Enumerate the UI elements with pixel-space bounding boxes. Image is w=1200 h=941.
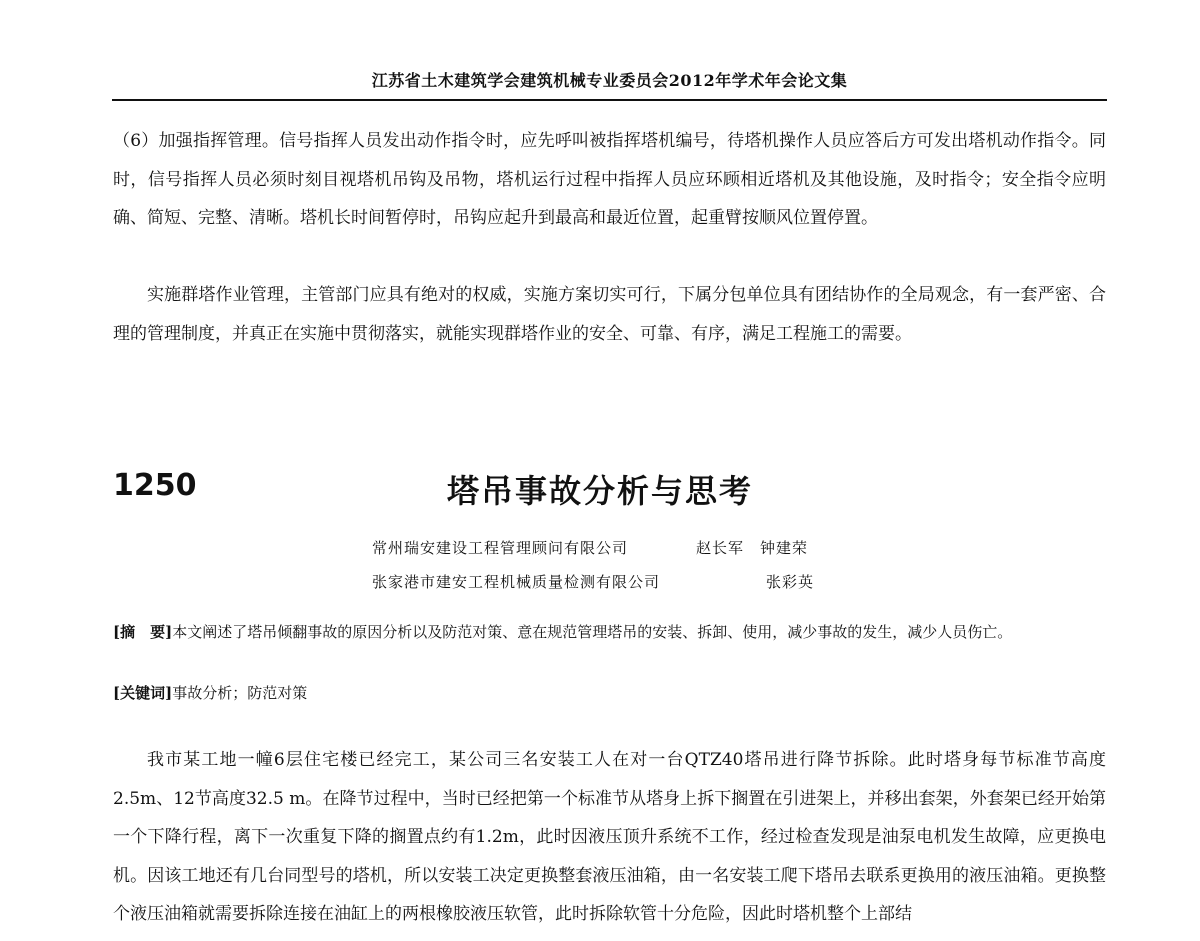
previous-article-paragraph-1: （6）加强指挥管理。信号指挥人员发出动作指令时，应先呼叫被指挥塔机编号，待塔机操作人员应答后方可发出塔机动作指令。同时，信号指挥人员必须时刻目视塔机吊钩及吊物，塔机运行过程中指挥人员应环顾相近塔机及其他设施，及时指令；安全指令应明确、简短、完整、清晰。塔机长时间暂停时，吊钩应起升到最高和最近位置，起重臂按顺风位置停置。 (113, 131, 1106, 228)
abstract (113, 617, 1106, 647)
abstract-label: [摘 要] (113, 623, 173, 641)
affiliation-authors: 张彩英 (766, 573, 815, 591)
affiliation-organization: 常州瑞安建设工程管理顾问有限公司 (372, 539, 629, 557)
affiliation-authors: 赵长军 钟建荣 (696, 539, 809, 557)
affiliation-line-2 (0, 571, 1200, 595)
affiliation-line-1 (0, 537, 1200, 561)
running-header: 江苏省土木建筑学会建筑机械专业委员会2012年学术年会论文集 (371, 71, 848, 90)
header-rule (112, 99, 1107, 101)
previous-article-paragraph-2: 实施群塔作业管理，主管部门应具有绝对的权威，实施方案切实可行，下属分包单位具有团结协作的全局观念，有一套严密、合理的管理制度，并真正在实施中贯彻落实，就能实现群塔作业的安全、可靠、有序，满足工程施工的需要。 (113, 285, 1106, 344)
keywords-text: 事故分析；防范对策 (172, 684, 308, 702)
affiliation-organization: 张家港市建安工程机械质量检测有限公司 (372, 573, 661, 591)
keywords-label: [关键词] (113, 684, 173, 702)
article-body-paragraph: 我市某工地一幢6层住宅楼已经完工，某公司三名安装工人在对一台QTZ40塔吊进行降节拆除。此时塔身每节标准节高度2.5m、12节高度32.5 m。在降节过程中，当时已经把第一个标准节从塔身上拆下搁置在引进架上，并移出套架，外套架已经开始第一个下降行程，离下一次重复下降的搁置点约有1.2m，此时因液压顶升系统不工作，经过检查发现是油泵电机发生故障，应更换电机。因该工地还有几台同型号的塔机，所以安装工决定更换整套液压油箱，由一名安装工爬下塔吊去联系更换用的液压油箱。更换整个液压油箱就需要拆除连接在油缸上的两根橡胶液压软管，此时拆除软管十分危险，因此时塔机整个上部结 (113, 750, 1106, 924)
abstract-text: 本文阐述了塔吊倾翻事故的原因分析以及防范对策、意在规范管理塔吊的安装、拆卸、使用，减少事故的发生，减少人员伤亡。 (172, 623, 1013, 641)
keywords (113, 678, 307, 708)
article-title: 塔吊事故分析与思考 (446, 472, 753, 510)
article-number: 1250 (113, 468, 197, 503)
